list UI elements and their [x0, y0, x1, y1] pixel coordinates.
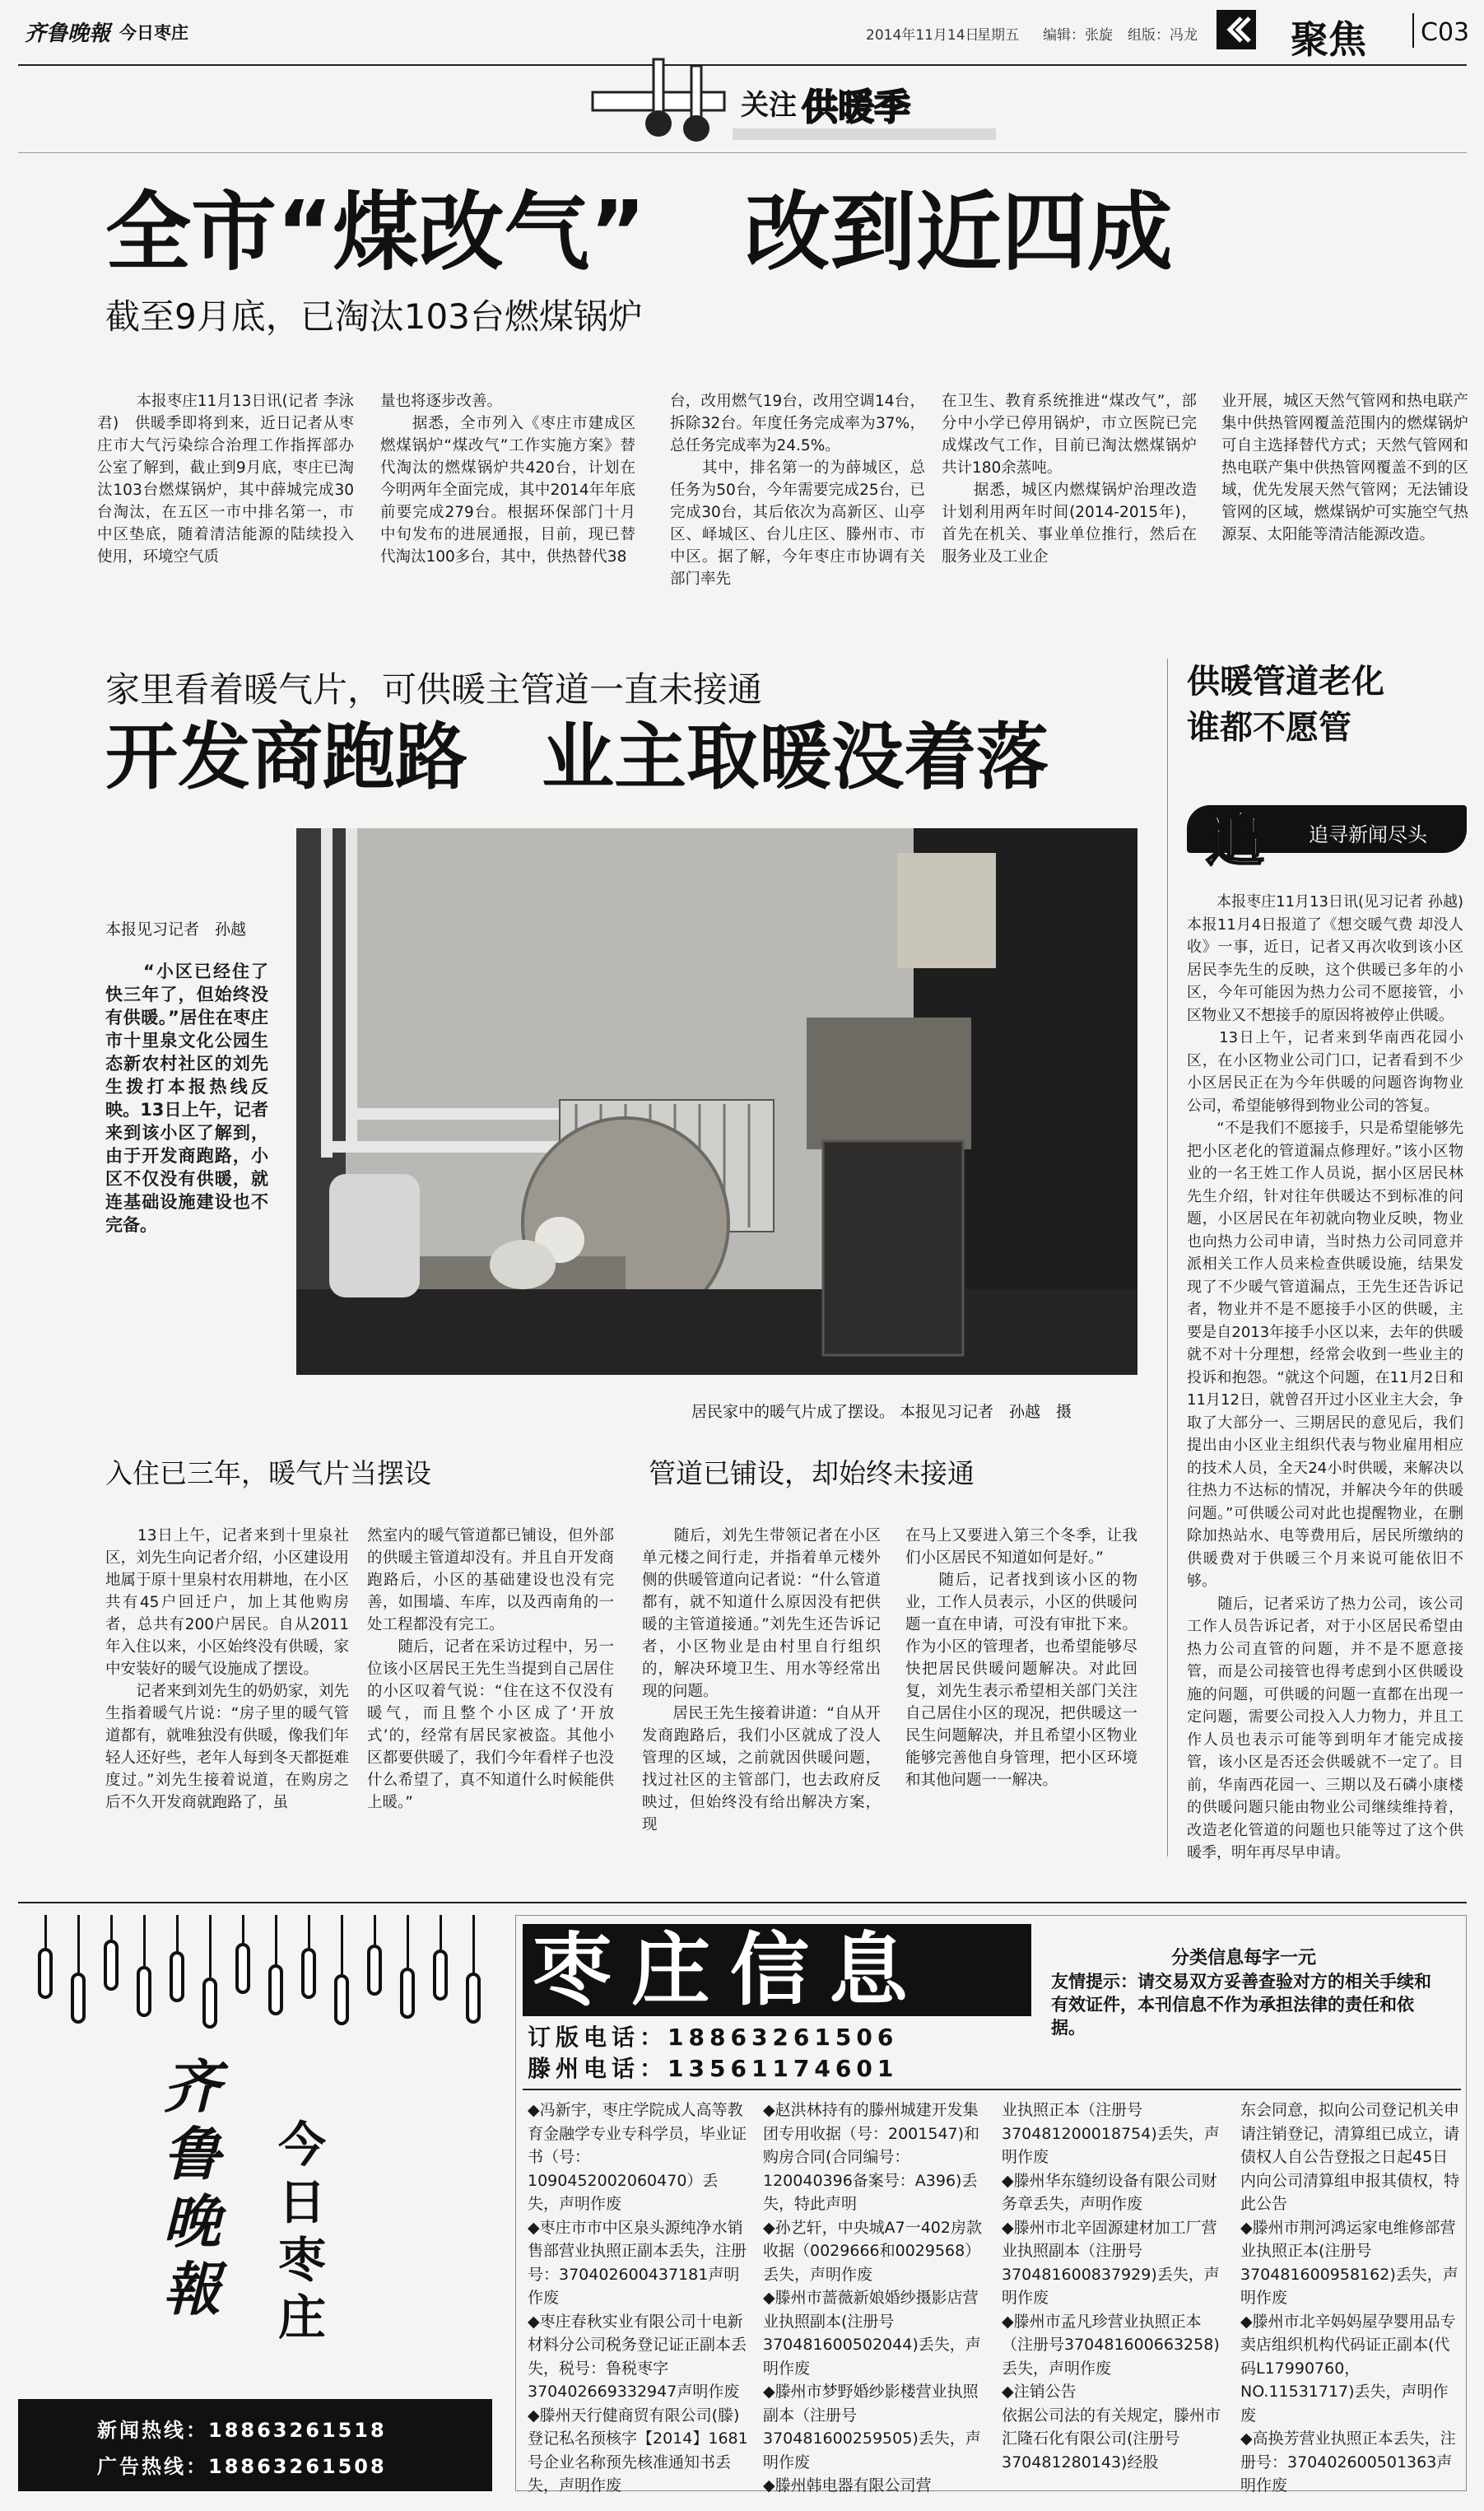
section-arrow-icon — [1217, 10, 1256, 49]
main-kicker: 家里看着暖气片，可供暖主管道一直未接通 — [105, 669, 763, 710]
lead-column-4: 在卫生、教育系统推进“煤改气”，部分中小学已停用锅炉，市立医院已完成煤改气工作，目前已淘汰燃煤锅炉共计180余蒸吨。 据悉，城区内燃煤锅炉治理改造计划利用两年时间(2014-2015年)，首先在机关、事业单位推行，然后在服务业及工业企 — [942, 393, 1197, 566]
lead-headline-part1: 全市“煤改气” — [105, 182, 646, 282]
masthead-edition: 今日枣庄 — [119, 23, 188, 43]
banner-underline — [733, 128, 996, 140]
section-divider — [1412, 13, 1414, 48]
classifieds-phones — [523, 2016, 1031, 2084]
classifieds-notice: 友情提示：请交易双方妥善查验对方的相关手续和有效证件，本刊信息不作为承担法律的责任和依据。 — [1051, 1972, 1431, 2038]
masthead-date: 2014年11月14日 — [866, 27, 979, 44]
phone-icon-row — [18, 1915, 492, 2055]
classifieds-column-1: ◆冯新宇，枣庄学院成人高等教育金融学专业专科学员，毕业证书（号：1090452002060470）丢失，声明作废 ◆枣庄市市中区泉头源纯净水销售部营业执照正副本丢失，注册号：370402600437181声明作废 ◆枣庄春秋实业有限公司十电新材料分公司税务登记证正副本丢失，税号：鲁税枣字370402669332947声明作废 ◆滕州天行健商贸有限公司(滕)登记私名预核字【2014】1681号企业名称预先核准通知书丢失，声明作废 — [528, 2101, 748, 2495]
main-column-4: 在马上又要进入第三个冬季，让我们小区居民不知道如何是好。” 随后，记者找到该小区的物业，工作人员表示，小区的供暖问题一直在申请，可没有审批下来。作为小区的管理者，也希望能够尽快把居民供暖问题解决。对此回复，刘先生表示希望相关部门关注自己居住小区的现况，把供暖这一民生问题解决，并且希望小区物业能够完善他自身管理，把小区环境和其他问题一一解决。 — [905, 1527, 1137, 1789]
sidebar-text: 本报枣庄11月13日讯(见习记者 孙越) 本报11月4日报道了《想交暖气费 却没人收》一事，近日，记者又再次收到该小区居民李先生的反映，这个供暖已多年的小区，今年可能因为热力公司不愿接管，小区物业又不想接手的原因将被停止供暖。 13日上午，记者来到华南西花园小区，在小区物业公司门口，记者看到不少小区居民正在为今年供暖的问题咨询物业公司，希望能够得到物业公司的答复。 “不是我们不愿接手，只是希望能够先把小区老化的管道漏点修理好。”该小区物业的一名王姓工作人员说，据小区居民林先生介绍，针对往年供暖达不到标准的问题，小区居民在年初就向物业反映，物业也向热力公司申请，当时热力公司同意并派相关工作人员来检查供暖设施，结果发现了不少暖气管道漏点，王先生还告诉记者，物业并不是不愿接手小区的供暖，主要是自2013年接手小区以来，去年的供暖就不对十分理想，经常会收到一些业主的投诉和抱怨。“就这个问题，在11月2日和11月12日，就曾召开过小区业主大会，争取了大部分一、三期居民的意见后，我们提出由小区业主组织代表与物业雇用相应的技术人员，全天24小时供暖，来解决以往热力不达标的情况，并解决今年的供暖问题。”可供暖公司对此也提醒物业，在删除加热站水、电等费用后，居民所缴纳的供暖费对于供暖三个月来说可能依旧不够。 随后，记者采访了热力公司，该公司工作人员告诉记者，对于小区居民希望由热力公司直管的问题，并不是不愿意接管，而是公司接管也得考虑到小区供暖设施的问题，可供暖的问题一直都在出现一定问题，需要公司投入人力物力，并且工作人员也表示可能等到明年才能完成接管，该小区是否还会供暖就不一定了。目前，华南西花园一、三期以及石磷小康楼的供暖问题只能由物业公司继续维持着，改造老化管道的问题也只能等过了这个供暖季，明年再尽早申请。 — [1187, 893, 1463, 1861]
main-column-3: 随后，刘先生带领记者在小区单元楼之间行走，并指着单元楼外侧的供暖管道向记者说：“什么管道都有，就不知道什么原因没有把供暖的主管道接通。”刘先生还告诉记者，小区物业是由村里自行组织的，解决环境卫生、用水等经常出现的问题。 居民王先生接着讲道：“自从开发商跑路后，我们小区就成了没人管理的区域，之前就因供暖问题，找过社区的主管部门，也去政府反映过，但始终没有给出解决方案，现 — [642, 1527, 881, 1833]
classifieds-divider — [523, 2089, 1461, 2090]
sidebar-headline-line1: 供暖管道老化 — [1187, 663, 1384, 701]
focus-banner — [593, 59, 1021, 150]
sidebar-headline-line2: 谁都不愿管 — [1187, 709, 1351, 747]
section2-title: 管道已铺设，却始终未接通 — [649, 1457, 975, 1489]
banner-prefix: 关注 — [741, 89, 797, 122]
promo-edition: 今日枣庄 — [278, 2117, 327, 2346]
lead-subheadline: 截至9月底，已淘汰103台燃煤锅炉 — [105, 296, 643, 337]
main-column-2: 然室内的暖气管道都已铺设，但外部的供暖主管道却没有。并且自开发商跑路后，小区的基础建设也没有完善，如围墙、车库，以及西南角的一处工程都没有完工。 随后，记者在采访过程中，另一位该小区居民王先生当提到自己居住的小区叹着气说：“住在这不仅没有暖气，而且整个小区成了‘开放式’的，经常有居民家被盗。其他小区都要供暖了，我们今年看样子也没什么希望了，真不知道什么时候能供上暖。” — [367, 1527, 614, 1811]
masthead-editor: 编辑：张旋 — [1043, 27, 1113, 44]
news-hotline-label: 新闻热线： — [97, 2419, 208, 2442]
main-column-1: 13日上午，记者来到十里泉社区，刘先生向记者介绍，小区建设用地属于原十里泉村农用耕地，在小区共有45户回迁户，加上其他购房者，总共有200户居民。自从2011年入住以来，小区始终没有供暖，家中安装好的暖气设施成了摆设。 记者来到刘先生的奶奶家，刘先生指着暖气片说：“房子里的暖气管道都有，就唯独没有供暖，像我们年轻人还好些，老年人每到冬天都挺难度过。”刘先生接着说道，在购房之后不久开发商就跑路了，虽 — [105, 1527, 350, 1811]
tengzhou-phone-number: 13561174601 — [668, 2055, 899, 2082]
promo-box — [18, 1915, 492, 2491]
promo-hotlines — [18, 2399, 492, 2491]
masthead-weekday: 星期五 — [977, 27, 1019, 44]
masthead — [0, 0, 1484, 64]
sidebar-rule — [1167, 659, 1168, 1856]
classifieds-column-3: 业执照正本（注册号370481200018754)丢失，声明作废 ◆滕州华东缝纫设备有限公司财务章丢失，声明作废 ◆滕州市北辛固源建材加工厂营业执照副本（注册号370481600837929)丢失，声明作废 ◆滕州市孟凡珍营业执照正本（注册号370481600663258)丢失，声明作废 ◆注销公告 依据公司法的有关规定，滕州市汇隆石化有限公司(注册号370481280143)经股 — [1002, 2101, 1221, 2471]
classifieds-title: 枣庄信息 — [533, 1924, 928, 2016]
main-headline — [105, 715, 1049, 800]
classifieds-column-4: 东会同意，拟向公司登记机关申请注销登记，清算组已成立，请债权人自公告登报之日起45日内向公司清算组申报其债权，特此公告 ◆滕州市荆河鸿运家电维修部营业执照正本(注册号370481600958162)丢失，声明作废 ◆滕州市北辛妈妈屋孕婴用品专卖店组织机构代码证正副本(代码L17990760，NO.11531717)丢失，声明作废 ◆高换芳营业执照正本丢失，注册号：370402600501363声明作废 — [1240, 2101, 1460, 2495]
tengzhou-phone-label: 滕州电话： — [528, 2055, 668, 2082]
lead-column-3: 台，改用燃气19台，改用空调14台，拆除32台。年度任务完成率为37%，总任务完成率为24.5%。 其中，排名第一的为薛城区，总任务为50台，今年需要完成25台，已完成30台，其后依次为高新区、山亭区、峄城区、台儿庄区、滕州市、市中区。据了解，今年枣庄市协调有关部门率先 — [670, 393, 925, 588]
sidebar-logo — [1187, 792, 1467, 874]
banner-rule — [18, 152, 1467, 153]
lead-column-5: 业开展，城区天然气管网和热电联产集中供热管网覆盖范围内的燃煤锅炉可自主选择替代方式；天然气管网和热电联产集中供热管网覆盖不到的区域，优先发展天然气管网；无法铺设管网的区域，燃煤锅炉可实施空气热源泵、太阳能等清洁能源改造。 — [1221, 393, 1468, 543]
radiator-photo — [296, 828, 1137, 1375]
classifieds-box — [515, 1915, 1467, 2495]
page-number: C03 — [1421, 18, 1470, 47]
lead-headline-part2: 改到近四成 — [744, 182, 1173, 282]
main-headline-part1: 开发商跑路 — [105, 715, 468, 799]
promo-paper-name: 齐鲁晚報 — [163, 2052, 221, 2323]
sidebar-headline — [1187, 659, 1384, 751]
lead-column-1: 本报枣庄11月13日讯(记者 李泳君) 供暖季即将到来，近日记者从枣庄市大气污染综合治理工作指挥部办公室了解到，截止到9月底，枣庄已淘汰103台燃煤锅炉，其中薛城完成30台淘汰，在五区一市中排名第一，市中区垫底，随着清洁能源的陆续投入使用，环境空气质 — [97, 393, 355, 566]
sidebar-logo-mark: 追 — [1205, 804, 1265, 874]
ad-hotline-label: 广告热线： — [97, 2455, 208, 2478]
main-byline: 本报见习记者 孙越 — [105, 920, 247, 939]
classifieds-column-2: ◆赵洪林持有的滕州城建开发集团专用收据（号：2001547)和购房合同(合同编号：120040396备案号：A396)丢失，特此声明 ◆孙艺轩，中央城A7一402房款收据（0029666和0029568）丢失，声明作废 ◆滕州市蔷薇新娘婚纱摄影店营业执照副本(注册号370481600502044)丢失，声明作废 ◆滕州市梦野婚纱影楼营业执照副本（注册号370481600259505)丢失，声明作废 ◆滕州韩电器有限公司营 — [763, 2101, 982, 2495]
section1-title: 入住已三年，暖气片当摆设 — [105, 1457, 431, 1489]
masthead-designer: 组版：冯龙 — [1128, 27, 1198, 44]
masthead-paper-name: 齐鲁晚報 — [25, 21, 111, 46]
banner-topic: 供暖季 — [802, 86, 910, 128]
lead-column-2: 量也将逐步改善。 据悉，全市列入《枣庄市建成区燃煤锅炉“煤改气”工作实施方案》替代淘汰的燃煤锅炉共420台，计划在今明两年全面完成，其中2014年年底前要完成279台。根据环保部门十月中旬发布的进展通报，目前，现已替代淘汰100多台，其中，供热替代38 — [380, 393, 635, 566]
thermometer-icon — [593, 59, 741, 142]
main-intro: “小区已经住了快三年了，但始终没有供暖。”居住在枣庄市十里泉文化公园生态新农村社区的刘先生拨打本报热线反映。13日上午，记者来到该小区了解到，由于开发商跑路，小区不仅没有供暖，就连基础设施建设也不完备。 — [105, 962, 268, 1235]
lead-headline — [105, 183, 1173, 282]
classifieds-tagline: 分类信息每字一元 — [1171, 1948, 1317, 1968]
ad-hotline-number: 18863261508 — [208, 2455, 387, 2478]
order-phone-number: 18863261506 — [668, 2024, 899, 2051]
sidebar-logo-caption: 追寻新闻尽头 — [1309, 823, 1427, 846]
footer-top-rule — [18, 1902, 1467, 1903]
news-hotline-number: 18863261518 — [208, 2419, 387, 2442]
photo-caption: 居民家中的暖气片成了摆设。 本报见习记者 孙越 摄 — [691, 1403, 1072, 1421]
section-name: 聚焦 — [1291, 17, 1366, 62]
order-phone-label: 订版电话： — [528, 2024, 668, 2051]
main-headline-part2: 业主取暖没着落 — [542, 715, 1049, 799]
